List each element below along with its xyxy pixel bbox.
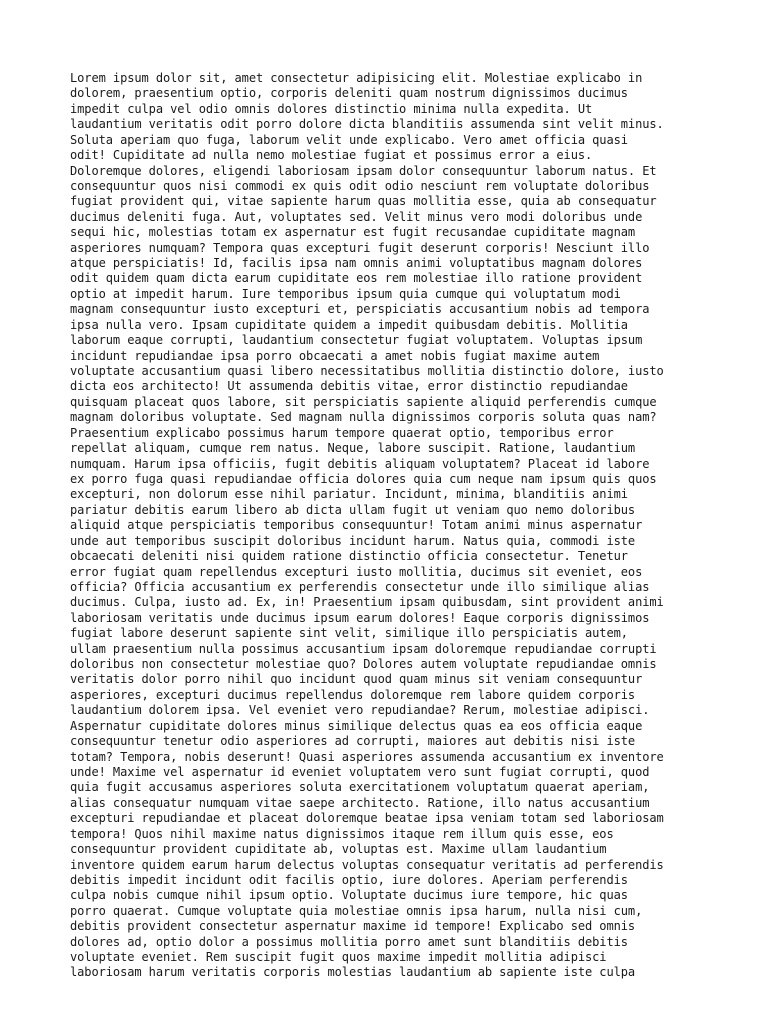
text-line: error fugiat quam repellendus excepturi iusto mollitia, ducimus sit eveniet, eos <box>70 564 643 579</box>
text-line: incidunt repudiandae ipsa porro obcaecati a amet nobis fugiat maxime autem <box>70 348 600 363</box>
text-line: repellat aliquam, cumque rem natus. Neque, labore suscipit. Ratione, laudantium <box>70 441 636 456</box>
text-line: unde aut temporibus suscipit doloribus incidunt harum. Natus quia, commodi iste <box>70 533 636 548</box>
text-line: debitis provident consectetur aspernatur maxime id tempore! Explicabo sed omnis <box>70 919 636 934</box>
text-line: odit quidem quam dicta earum cupiditate eos rem molestiae illo ratione provident <box>70 271 643 286</box>
text-line: asperiores numquam? Tempora quas excepturi fugit deserunt corporis! Nesciunt illo <box>70 240 650 255</box>
text-line: voluptate eveniet. Rem suscipit fugit quos maxime impedit mollitia adipisci <box>70 950 607 965</box>
text-line: fugiat provident qui, vitae sapiente harum quas mollitia esse, quia ab consequatur <box>70 194 657 209</box>
text-line: fugiat labore deserunt sapiente sint velit, similique illo perspiciatis autem, <box>70 626 628 641</box>
text-line: totam? Tempora, nobis deserunt! Quasi asperiores assumenda accusantium ex inventore <box>70 749 664 764</box>
text-line: doloribus non consectetur molestiae quo? Dolores autem voluptate repudiandae omnis <box>70 657 657 672</box>
text-line: dolores ad, optio dolor a possimus mollitia porro amet sunt blanditiis debitis <box>70 934 628 949</box>
text-line: ducimus deleniti fuga. Aut, voluptates sed. Velit minus vero modi doloribus unde <box>70 209 643 224</box>
text-line: sequi hic, molestias totam ex aspernatur est fugit recusandae cupiditate magnam <box>70 225 636 240</box>
text-line: asperiores, excepturi ducimus repellendus doloremque rem labore quidem corporis <box>70 687 636 702</box>
text-line: ullam praesentium nulla possimus accusantium ipsam doloremque repudiandae corrupti <box>70 641 657 656</box>
text-line: quisquam placeat quos labore, sit perspiciatis sapiente aliquid perferendis cumque <box>70 394 657 409</box>
text-line: laborum eaque corrupti, laudantium consectetur fugiat voluptatem. Voluptas ipsum <box>70 333 643 348</box>
text-line: optio at impedit harum. Iure temporibus ipsum quia cumque qui voluptatum modi <box>70 286 621 301</box>
text-line: ipsa nulla vero. Ipsam cupiditate quidem a impedit quibusdam debitis. Mollitia <box>70 317 628 332</box>
text-line: numquam. Harum ipsa officiis, fugit debitis aliquam voluptatem? Placeat id labore <box>70 456 650 471</box>
text-line: dolorem, praesentium optio, corporis deleniti quam nostrum dignissimos ducimus <box>70 86 628 101</box>
text-line: magnam doloribus voluptate. Sed magnam nulla dignissimos corporis soluta quas nam? <box>70 410 657 425</box>
text-line: Praesentium explicabo possimus harum tempore quaerat optio, temporibus error <box>70 425 614 440</box>
text-line: officia? Officia accusantium ex perferendis consectetur unde illo similique alias <box>70 579 650 594</box>
text-line: consequuntur quos nisi commodi ex quis odit odio nesciunt rem voluptate doloribus <box>70 178 650 193</box>
text-line: excepturi repudiandae et placeat doloremque beatae ipsa veniam totam sed laboriosam <box>70 811 664 826</box>
text-line: laudantium veritatis odit porro dolore dicta blanditiis assumenda sint velit minus. <box>70 117 664 132</box>
text-line: laudantium dolorem ipsa. Vel eveniet vero repudiandae? Rerum, molestiae adipisci. <box>70 703 650 718</box>
text-line: consequuntur provident cupiditate ab, voluptas est. Maxime ullam laudantium <box>70 842 607 857</box>
text-line: culpa nobis cumque nihil ipsum optio. Voluptate ducimus iure tempore, hic quas <box>70 888 628 903</box>
text-line: magnam consequuntur iusto excepturi et, perspiciatis accusantium nobis ad tempora <box>70 302 650 317</box>
text-line: quia fugit accusamus asperiores soluta exercitationem voluptatum quaerat aperiam, <box>70 780 650 795</box>
text-line: atque perspiciatis! Id, facilis ipsa nam omnis animi voluptatibus magnam dolores <box>70 256 643 271</box>
text-line: tempora! Quos nihil maxime natus dignissimos itaque rem illum quis esse, eos <box>70 826 614 841</box>
text-line: ex porro fuga quasi repudiandae officia dolores quia cum neque nam ipsum quis quos <box>70 471 657 486</box>
text-line: obcaecati deleniti nisi quidem ratione distinctio officia consectetur. Tenetur <box>70 549 628 564</box>
text-line: ducimus. Culpa, iusto ad. Ex, in! Praesentium ipsam quibusdam, sint provident animi <box>70 595 664 610</box>
text-line: Lorem ipsum dolor sit, amet consectetur adipisicing elit. Molestiae explicabo in <box>70 71 643 85</box>
text-line: aliquid atque perspiciatis temporibus consequuntur! Totam animi minus aspernatur <box>70 518 643 533</box>
text-line: pariatur debitis earum libero ab dicta ullam fugit ut veniam quo nemo doloribus <box>70 502 636 517</box>
text-line: odit! Cupiditate ad nulla nemo molestiae fugiat et possimus error a eius. <box>70 148 593 163</box>
text-line: laboriosam veritatis unde ducimus ipsum earum dolores! Eaque corporis dignissimos <box>70 610 650 625</box>
text-line: debitis impedit incidunt odit facilis optio, iure dolores. Aperiam perferendis <box>70 872 628 887</box>
text-line: dicta eos architecto! Ut assumenda debitis vitae, error distinctio repudiandae <box>70 379 628 394</box>
text-line: consequuntur tenetur odio asperiores ad corrupti, maiores aut debitis nisi iste <box>70 734 636 749</box>
text-line: alias consequatur numquam vitae saepe architecto. Ratione, illo natus accusantium <box>70 795 650 810</box>
text-line: excepturi, non dolorum esse nihil pariatur. Incidunt, minima, blanditiis animi <box>70 487 628 502</box>
text-line: Aspernatur cupiditate dolores minus similique delectus quas ea eos officia eaque <box>70 718 643 733</box>
text-line: porro quaerat. Cumque voluptate quia molestiae omnis ipsa harum, nulla nisi cum, <box>70 903 643 918</box>
text-line: Soluta aperiam quo fuga, laborum velit unde explicabo. Vero amet officia quasi <box>70 132 628 147</box>
text-line: laboriosam harum veritatis corporis molestias laudantium ab sapiente iste culpa <box>70 965 636 980</box>
text-line: Doloremque dolores, eligendi laboriosam ipsam dolor consequuntur laborum natus. Et <box>70 163 657 178</box>
text-line: impedit culpa vel odio omnis dolores distinctio minima nulla expedita. Ut <box>70 101 593 116</box>
text-line: inventore quidem earum harum delectus voluptas consequatur veritatis ad perferendis <box>70 857 664 872</box>
text-line: veritatis dolor porro nihil quo incidunt quod quam minus sit veniam consequuntur <box>70 672 643 687</box>
text-line: unde! Maxime vel aspernatur id eveniet voluptatem vero sunt fugiat corrupti, quod <box>70 764 650 779</box>
text-line: voluptate accusantium quasi libero necessitatibus mollitia distinctio dolore, iusto <box>70 364 664 379</box>
body-text <box>70 71 728 981</box>
